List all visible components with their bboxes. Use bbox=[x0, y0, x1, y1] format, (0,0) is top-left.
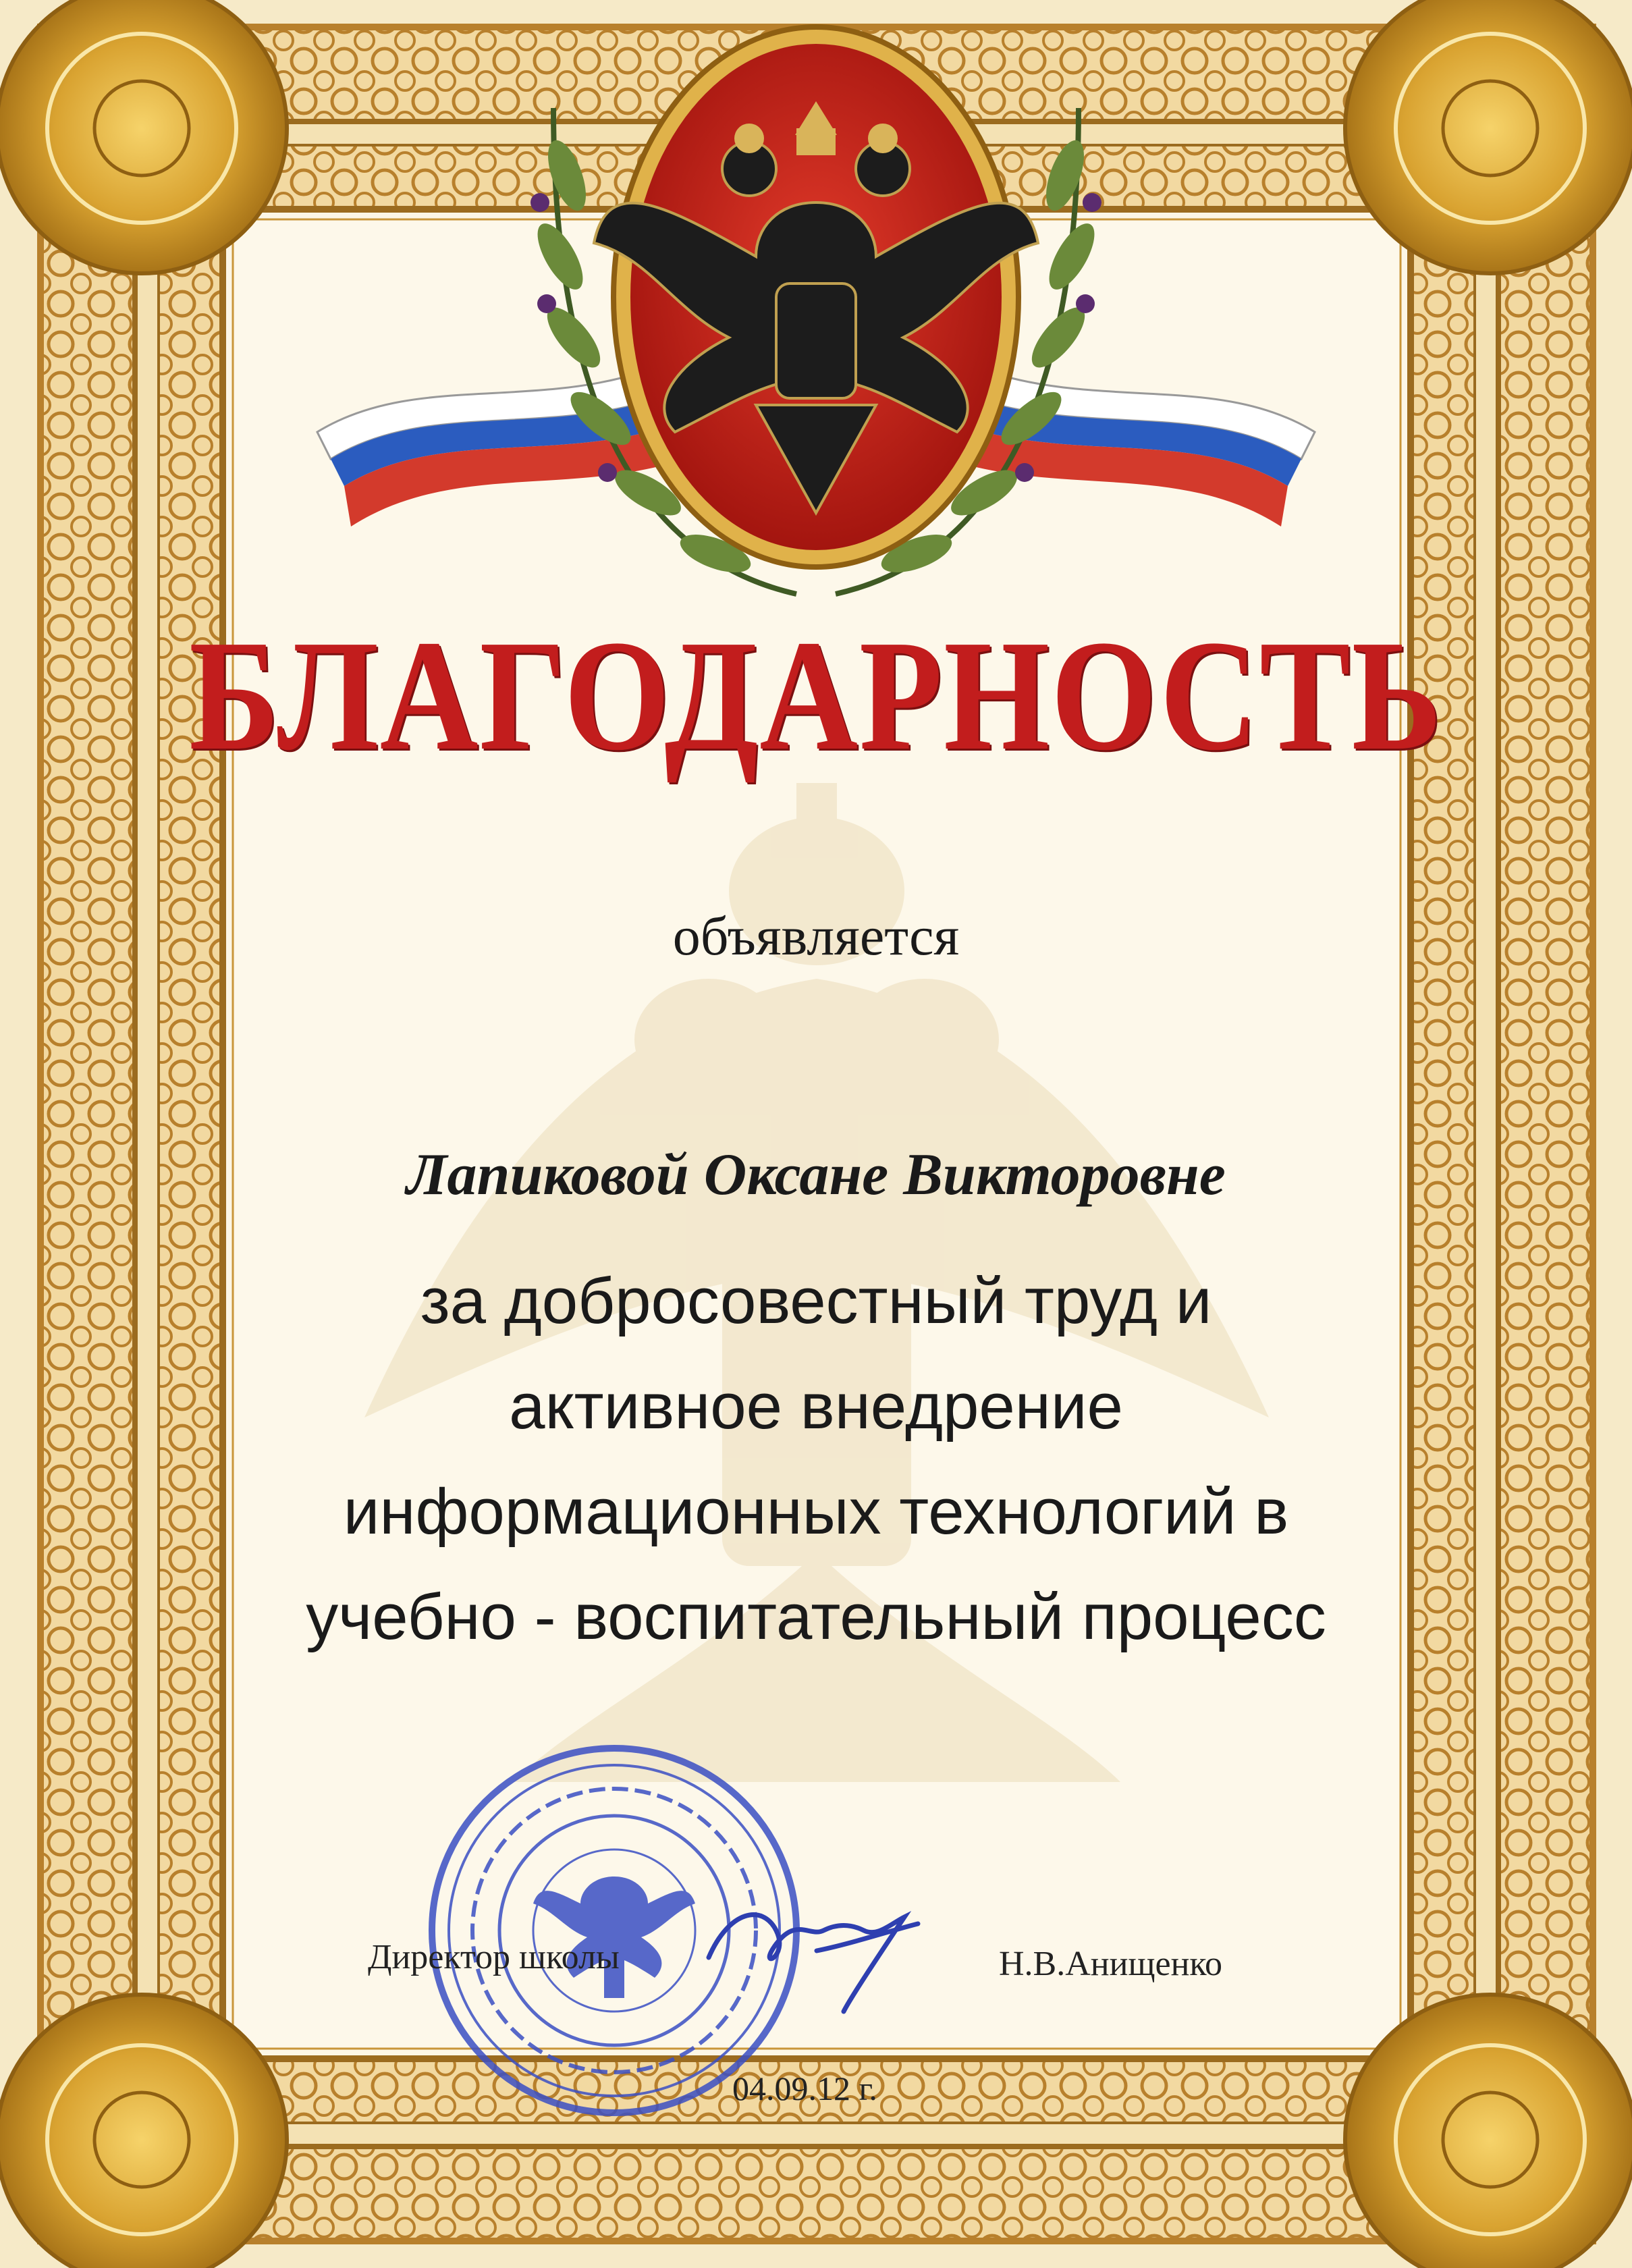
signer-title: Директор школы bbox=[368, 1938, 620, 1976]
corner-rosette-top-right bbox=[1345, 0, 1632, 273]
corner-rosette-bottom-left bbox=[0, 1995, 287, 2268]
reason-line: учебно - воспитательный процесс bbox=[306, 1581, 1326, 1653]
intro-text: объявляется bbox=[672, 905, 960, 967]
signer-name: Н.В.Анищенко bbox=[999, 1945, 1223, 1983]
issue-date: 04.09.12 г. bbox=[732, 2070, 877, 2107]
reason-line: информационных технологий в bbox=[343, 1476, 1289, 1548]
corner-rosette-bottom-right bbox=[1345, 1995, 1632, 2268]
reason-text bbox=[0, 1249, 1632, 1670]
reason-line: активное внедрение bbox=[509, 1370, 1123, 1442]
reason-line: за добросовестный труд и bbox=[420, 1265, 1212, 1337]
corner-rosette-top-left bbox=[0, 0, 287, 273]
certificate-title: БЛАГОДАРНОСТЬ bbox=[189, 608, 1443, 783]
recipient-name: Лапиковой Оксане Викторовне bbox=[406, 1142, 1226, 1208]
